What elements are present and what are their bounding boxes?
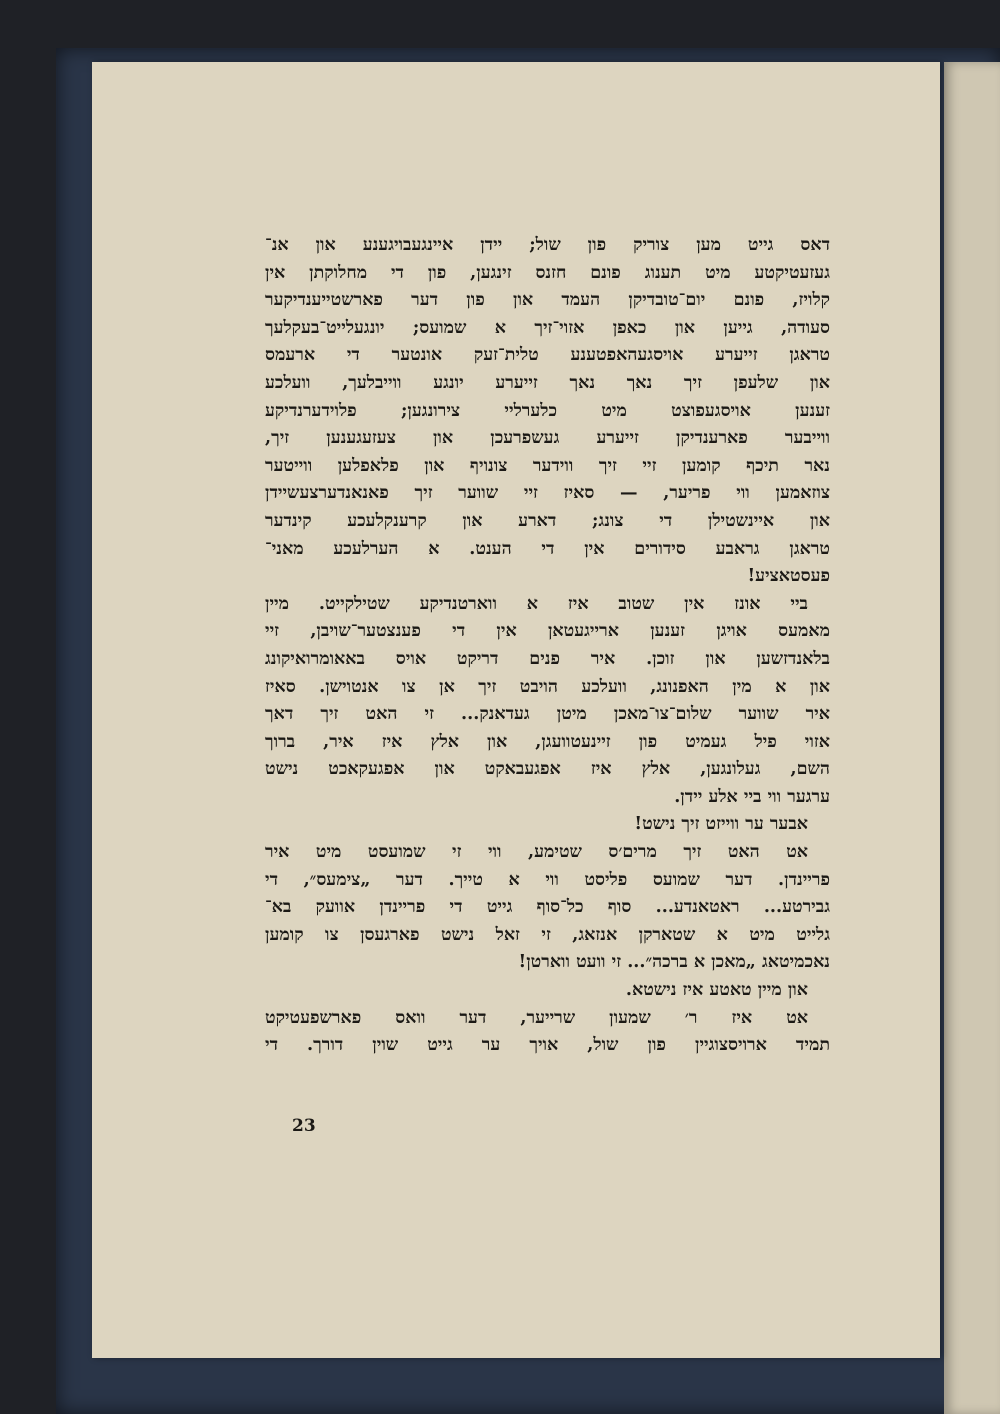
text-line: אט איז ר׳ שמעון שרייער, דער וואס פארשפעטיקט [265, 1007, 808, 1028]
text-line: טראגן גראבע סידורים אין די הענט. א הערלעכע מאני־ [265, 538, 830, 559]
text-line: ערגער ווי ביי אלע יידן. [674, 786, 830, 807]
text-line: צוזאמען ווי פריער, — סאיז זיי שווער זיך פאנאנדערצעשיידן [265, 483, 830, 504]
text-line: פעסטאציע! [747, 566, 830, 587]
text-line: גלייט מיט א שטארקן אנזאג, זי זאל נישט פארגעסן צו קומען [265, 924, 830, 945]
text-line: נאכמיטאג „מאכן א ברכה״... זי וועט ווארטן! [518, 952, 830, 973]
body-text [265, 232, 830, 1060]
text-line: תמיד ארויסצוגיין פון שול, אויך ער גייט שוין דורך. די [265, 1035, 830, 1056]
text-line: זענען אויסגעפוצט מיט כלערליי צירונגען; פלוידערנדיקע [265, 400, 830, 421]
text-line: נאר תיכף קומען זיי זיך ווידער צונויף און פלאפלען ווייטער [265, 455, 830, 476]
text-line: איר שווער שלום־צו־מאכן מיטן געדאנק... זי האט זיך דאך [265, 704, 830, 725]
text-line: ווייבער פארענדיקן זייערע געשפרעכן און צעזעגענען זיך, [265, 428, 830, 449]
text-line: פריינדן. דער שמועס פליסט ווי א טייך. דער „צימעס״, די [265, 869, 830, 890]
text-line: געזעטיקטע מיט תענוג פונם חזנס זינגען, פון די מחלוקתן אין [265, 262, 830, 283]
page-number: 23 [292, 1116, 316, 1136]
text-line: גבירטע... ראטאנדע... סוף כל־סוף גייט די פריינדן אוועק בא־ [265, 897, 830, 918]
text-line: סעודה, גייען און כאפן אזוי־זיך א שמועס; יונגעלייט־בעקלעך [265, 317, 830, 338]
text-line: און מיין טאטע איז נישטא. [625, 980, 808, 1001]
text-line: השם, געלונגען, אלץ איז אפגעבאקט און אפגעקאכט נישט [265, 759, 830, 780]
text-line: אבער ער ווייזט זיך נישט! [634, 814, 808, 835]
text-line: קלויז, פונם יום־טובדיקן העמד און פון דער פארשטייענדיקער [265, 290, 830, 311]
text-line: אט האט זיך מרים׳ס שטימע, ווי זי שמועסט מיט איר [265, 842, 808, 863]
text-line: אזוי פיל געמיט פון זיינעטוועגן, און אלץ איז איר, ברוך [265, 731, 830, 752]
text-line: און שלעפן זיך נאך נאך זייערע יונגע ווייבלעך, וועלכע [265, 372, 830, 393]
facing-page-edge [944, 62, 1000, 1414]
text-line: און א מין האפנונג, וועלכע הויבט זיך אן צו אנטוישן. סאיז [265, 676, 830, 697]
text-line: און איינשטילן די צונג; דארע און קרענקלעכע קינדער [265, 510, 830, 531]
text-line: בלאנדזשען און זוכן. איר פנים דריקט אויס באאומרואיקונג [265, 648, 830, 669]
text-line: טראגן זייערע אויסגעהאפטענע טלית־זעק אונטער די ארעמס [265, 345, 830, 366]
text-line: ביי אונז אין שטוב איז א ווארטנדיקע שטילקייט. מיין [265, 593, 808, 614]
text-line: דאס גייט מען צוריק פון שול; יידן איינגעבויגענע און אנ־ [265, 235, 830, 255]
text-line: מאמעס אויגן זענען ארייגעטאן אין די פענצטער־שויבן, זיי [265, 621, 830, 642]
